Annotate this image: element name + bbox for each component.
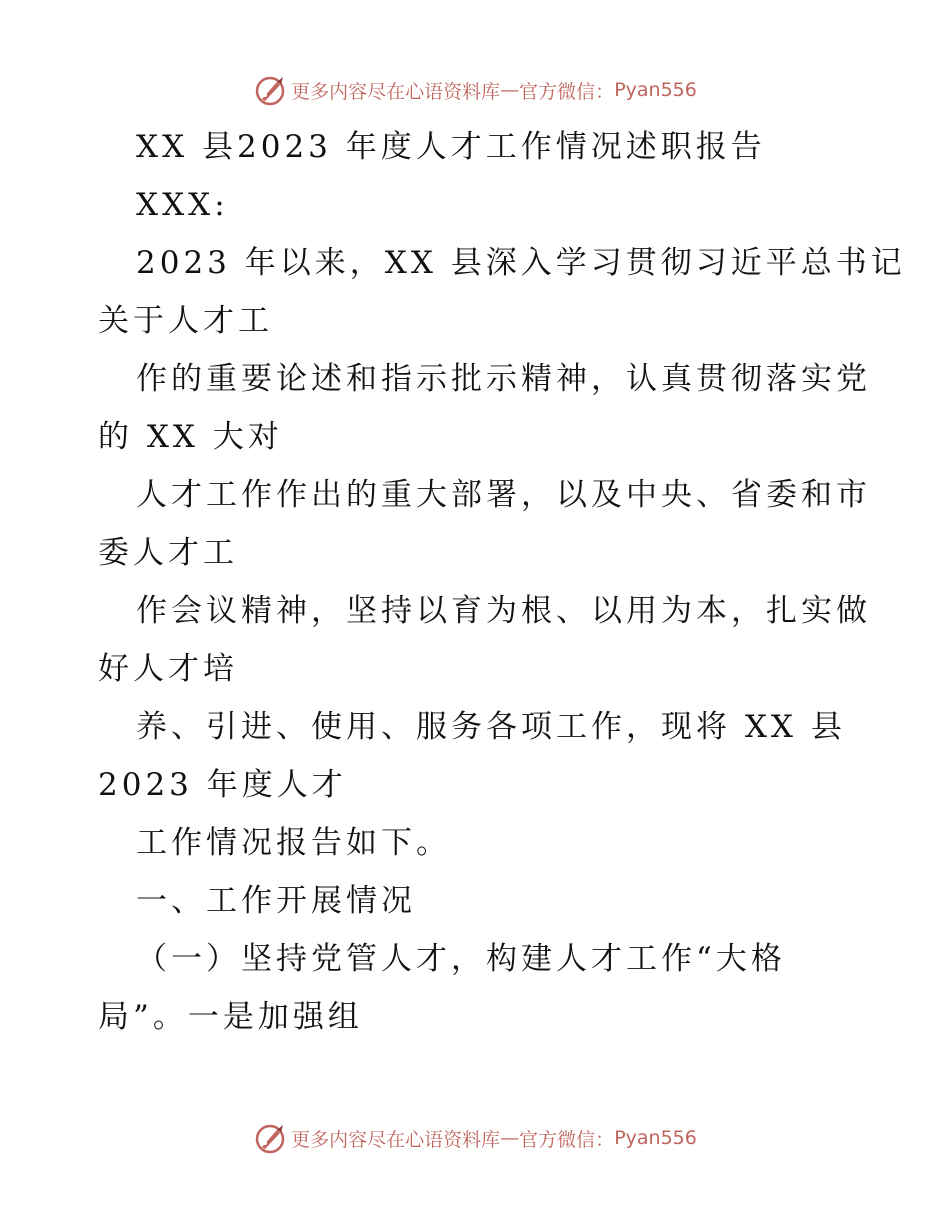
text-line: 作会议精神，坚持以育为根、以用为本，扎实做 bbox=[136, 593, 871, 629]
section-heading: 一、工作开展情况 bbox=[136, 883, 416, 919]
document-addressee: XXX: bbox=[136, 187, 229, 223]
quill-pen-logo-icon bbox=[253, 1121, 287, 1155]
watermark-handle: Pyan556 bbox=[614, 79, 697, 101]
document-body bbox=[98, 118, 906, 1046]
watermark-separator: — bbox=[500, 1127, 520, 1149]
subsection-heading: （一）坚持党管人才，构建人才工作“大格 bbox=[136, 941, 786, 977]
document-title: XX 县2023 年度人才工作情况述职报告 bbox=[136, 129, 766, 165]
text-line: 2023 年度人才 bbox=[98, 767, 347, 803]
text-line: 工作情况报告如下。 bbox=[136, 825, 451, 861]
text-line: 2023 年以来，XX 县深入学习贯彻习近平总书记 bbox=[136, 245, 906, 281]
watermark-separator: — bbox=[500, 79, 520, 101]
text-line: 好人才培 bbox=[98, 651, 238, 687]
watermark-text: 更多内容尽在心语资料库 bbox=[291, 80, 501, 103]
watermark-label: 官方微信： bbox=[519, 1128, 615, 1151]
watermark-label: 官方微信： bbox=[519, 80, 615, 103]
text-line: 局”。一是加强组 bbox=[98, 999, 363, 1035]
text-line: 委人才工 bbox=[98, 535, 238, 571]
text-line: 的 XX 大对 bbox=[98, 419, 283, 455]
text-line: 关于人才工 bbox=[98, 303, 273, 339]
watermark-handle: Pyan556 bbox=[614, 1127, 697, 1149]
watermark-footer bbox=[0, 1118, 950, 1158]
quill-pen-logo-icon bbox=[253, 73, 287, 107]
text-line: 人才工作作出的重大部署，以及中央、省委和市 bbox=[136, 477, 871, 513]
watermark-text: 更多内容尽在心语资料库 bbox=[291, 1128, 501, 1151]
text-line: 养、引进、使用、服务各项工作，现将 XX 县 bbox=[136, 709, 846, 745]
watermark-header bbox=[0, 70, 950, 110]
text-line: 作的重要论述和指示批示精神，认真贯彻落实党 bbox=[136, 361, 871, 397]
